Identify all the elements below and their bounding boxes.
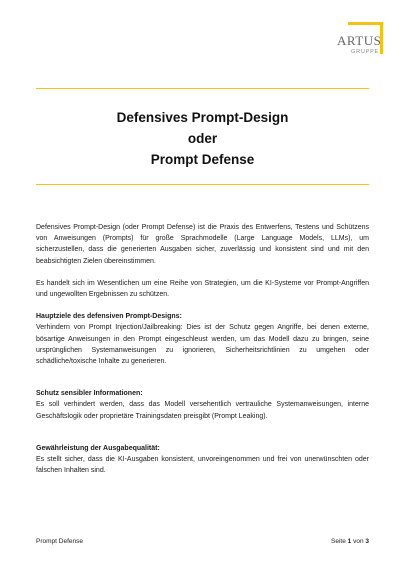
section-heading: Gewährleistung der Ausgabequalität:	[36, 444, 160, 452]
page-total: 3	[365, 538, 369, 545]
section-heading: Hauptziele des defensiven Prompt-Designs:	[36, 313, 182, 321]
top-divider	[36, 88, 369, 89]
footer-title: Prompt Defense	[36, 538, 83, 545]
artus-logo	[337, 22, 383, 60]
intro-paragraph: Defensives Prompt-Design (oder Prompt Defense) ist die Praxis des Entwerfens, Testens und Schützens von Anweisungen (Prompts) für große Sprachmodelle (Large Language Models, LLMs), um sicherzustellen, dass die generierten Ausgaben sicher, zuverlässig und konsistent sind und mit den beabsichtigten Zielen übereinstimmen.	[36, 224, 369, 265]
section-heading: Schutz sensibler Informationen:	[36, 390, 143, 398]
section-body: Es stellt sicher, dass die KI-Ausgaben konsistent, unvoreingenommen und frei von unerwünschten oder falschen Inhalten sind.	[36, 456, 369, 475]
logo-brand: ARTUS	[337, 33, 382, 48]
page-prefix: Seite	[331, 538, 346, 545]
title-line-3: Prompt Defense	[150, 152, 255, 167]
strategy-paragraph: Es handelt sich im Wesentlichen um eine Reihe von Strategien, um die KI-Systeme vor Prompt-Angriffen und ungewollten Ergebnissen zu schützen.	[36, 279, 369, 299]
section-body: Verhindern von Prompt Injection/Jailbreaking: Dies ist der Schutz gegen Angriffe, bei denen externe, bösartige Anweisungen in den Prompt eingeschleust werden, um das Modell dazu zu bringen, seine ursprünglichen Systemanweisungen zu ignorieren, Sicherheitsrichtlinien zu umgehen oder schädliche/toxische Inhalte zu generieren.	[36, 324, 369, 366]
page-number	[331, 538, 369, 545]
title-line-1: Defensives Prompt-Design	[116, 110, 289, 125]
bottom-divider	[36, 184, 369, 185]
document-title	[36, 107, 369, 170]
section-body: Es soll verhindert werden, dass das Modell versehentlich vertrauliche Systemanweisungen, interne Geschäftslogik oder proprietäre Trainingsdaten preisgibt (Prompt Leaking).	[36, 401, 369, 420]
title-line-2: oder	[187, 131, 218, 146]
page-current: 1	[347, 538, 352, 545]
document-body	[36, 222, 369, 476]
page-sep: von	[353, 538, 364, 545]
logo-sub: GRUPPE	[351, 49, 380, 55]
